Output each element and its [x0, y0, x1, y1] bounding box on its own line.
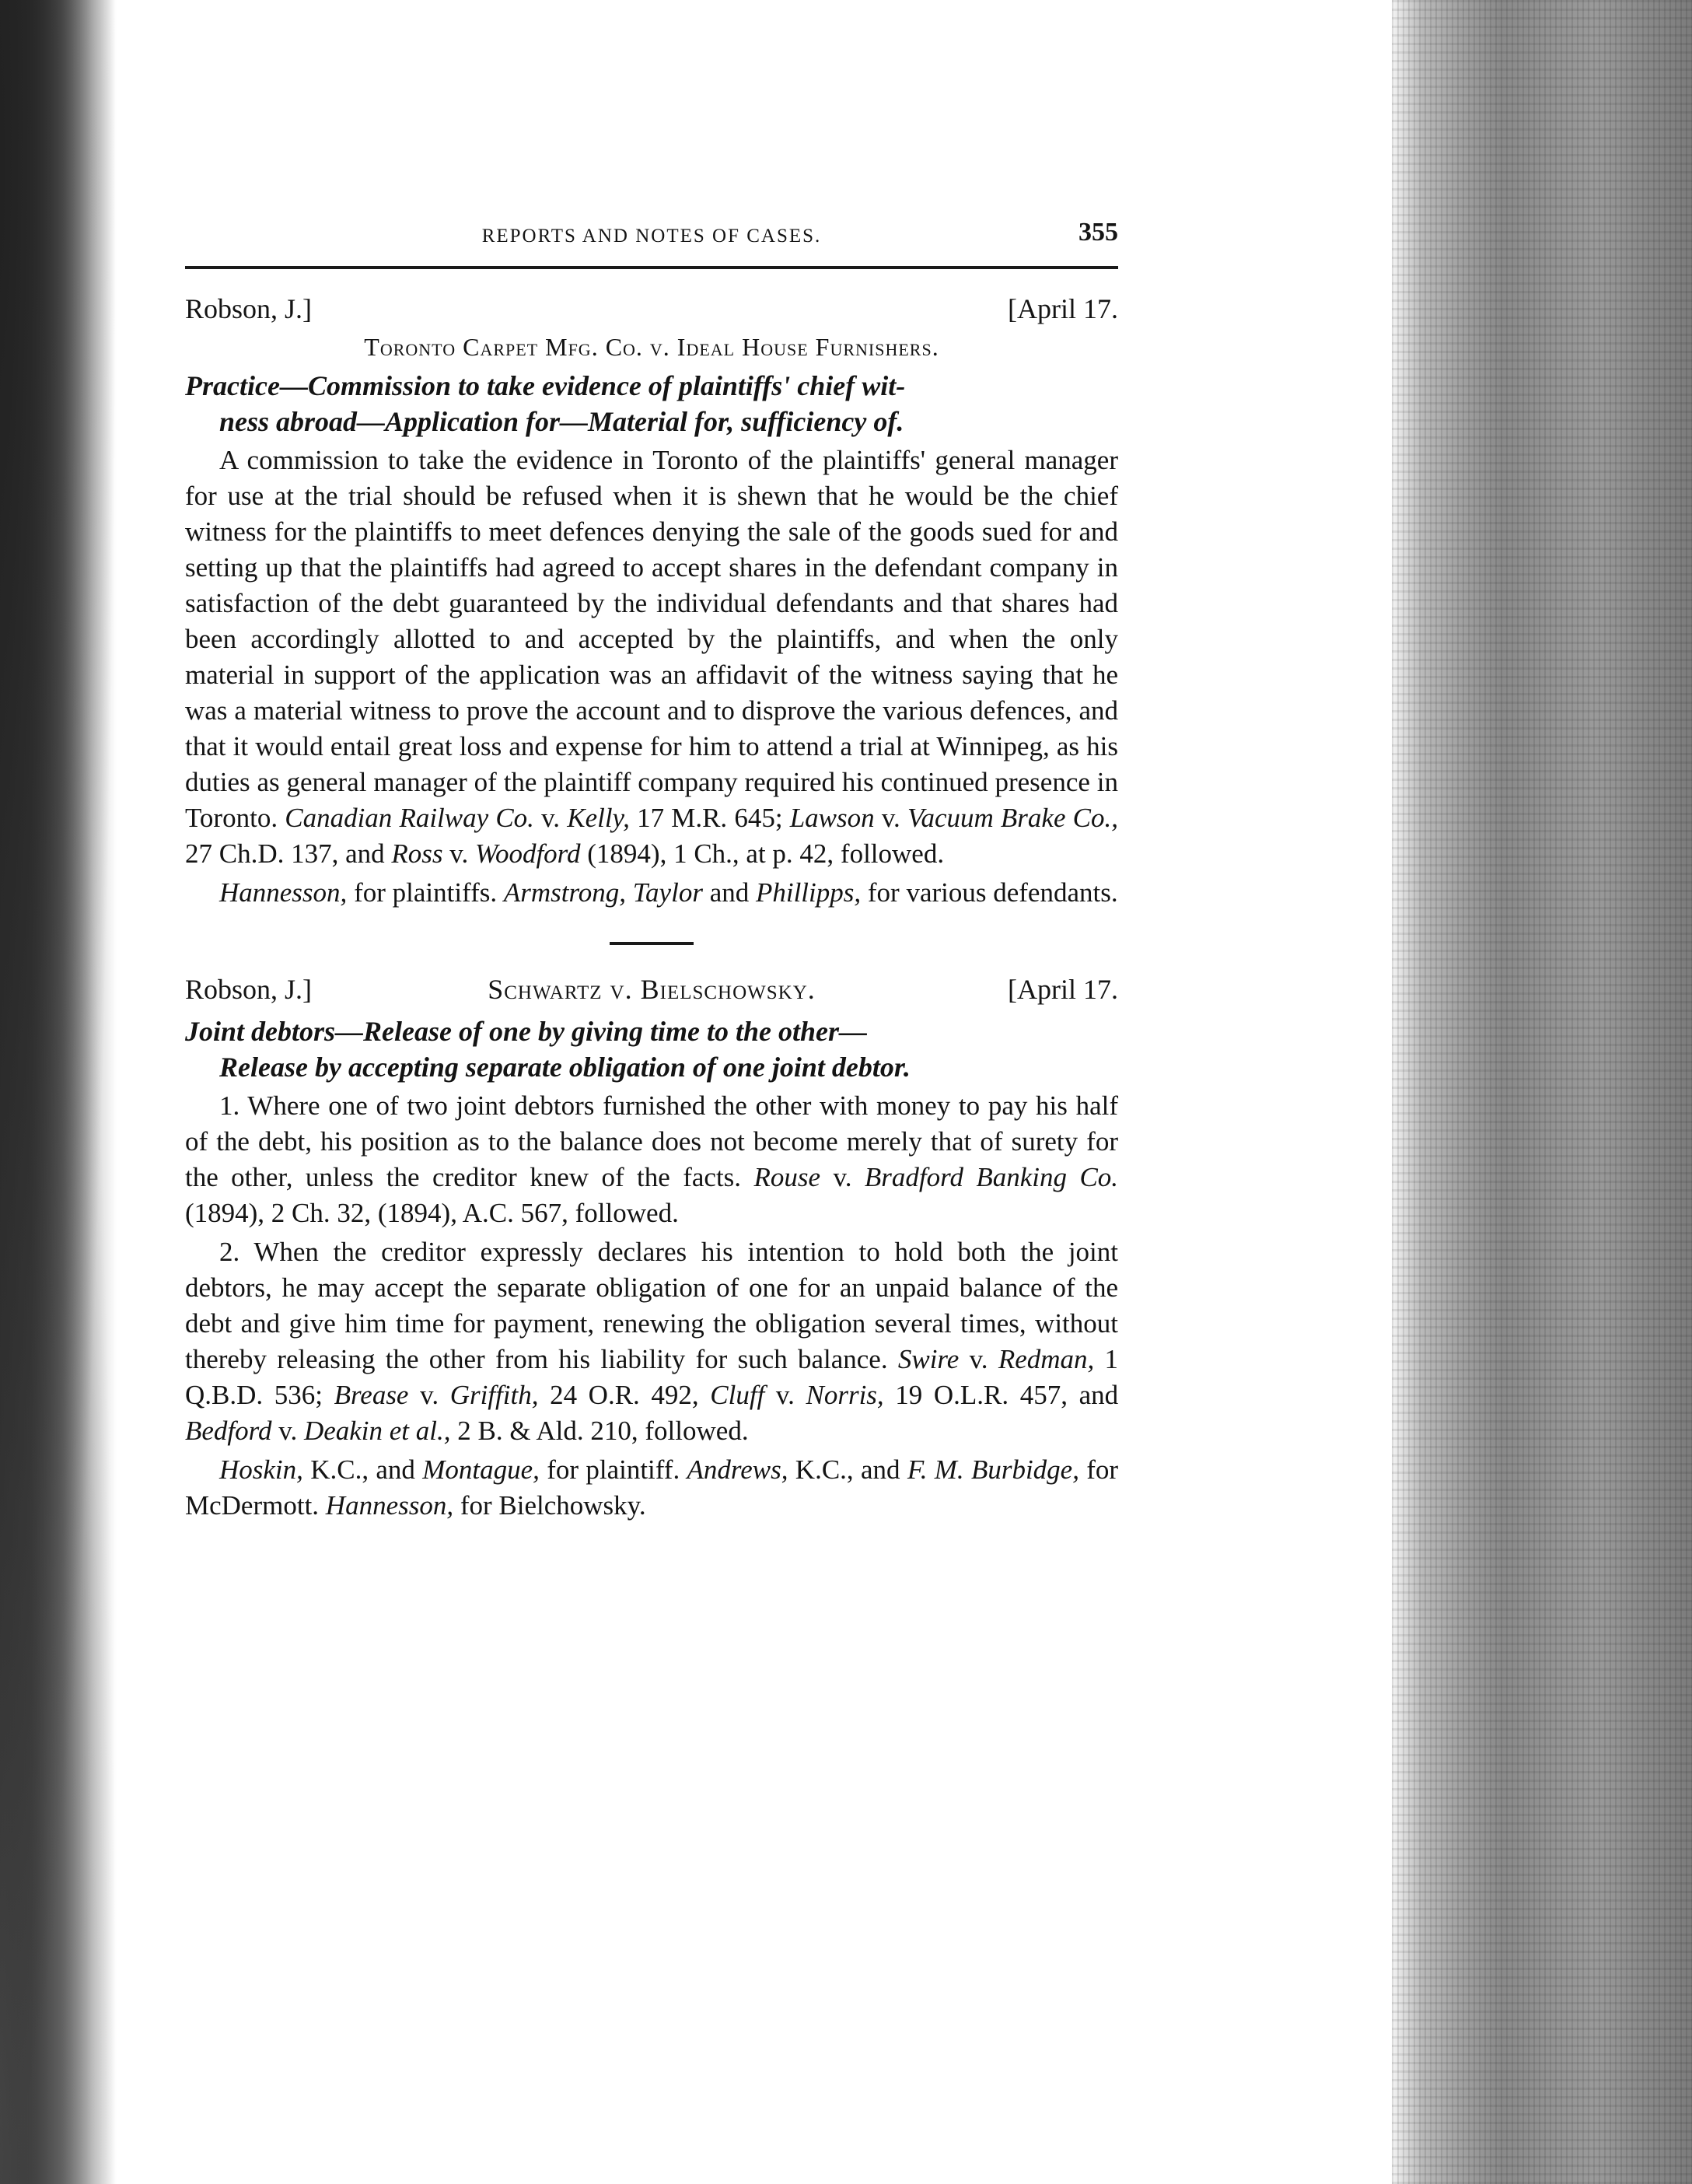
case2-para1-cite-ref: (1894), 2 Ch. 32, (1894), A.C. 567, followed. [185, 1198, 679, 1228]
case2-para2-cite1-ref: 1 Q.B.D. 536; [185, 1344, 1119, 1410]
case1-counsel-3-role: for various defendants. [867, 877, 1118, 908]
case2-head [185, 973, 1118, 1013]
running-title: REPORTS AND NOTES OF CASES. [481, 226, 822, 247]
case2-para2-cite2-v: v. [420, 1380, 439, 1410]
case2-para2-cite4-ref: 2 B. & Ald. 210, followed. [457, 1416, 749, 1446]
case1-headnote [185, 368, 1118, 439]
case1-cite1-b: Kelly, [567, 803, 630, 833]
case1-cite3-a: Ross [391, 838, 443, 869]
case2-title: Schwartz v. Bielschowsky. [488, 974, 816, 1005]
case1-judge: Robson, J.] [185, 293, 313, 324]
case1-cite2-b: Vacuum Brake Co., [907, 803, 1118, 833]
case2-para2-cite3-a: Cluff [710, 1380, 765, 1410]
case2-headnote-line2: Release by accepting separate obligation of one joint debtor. [219, 1052, 911, 1083]
case1-cite1-a: Canadian Railway Co. [285, 803, 534, 833]
case2-para2-cite3-v: v. [775, 1380, 795, 1410]
case1-cite2-v: v. [881, 803, 900, 833]
case2-para2-cite3-ref: 19 O.L.R. 457, and [895, 1380, 1119, 1410]
case2-para2-cite2-a: Brease [334, 1380, 409, 1410]
case2-para2-cite2-b: Griffith, [449, 1380, 539, 1410]
case1-date: [April 17. [1008, 293, 1118, 324]
case1-counsel-and: and [709, 877, 750, 908]
case2-counsel-5-role: for Bielchowsky. [460, 1490, 646, 1521]
case2-para2-cite4-v: v. [278, 1416, 298, 1446]
scan-shadow-right [1392, 0, 1692, 2184]
case1-headnote-line1: Practice—Commission to take evidence of plaintiffs' chief wit- [185, 370, 906, 401]
case1-cite3-ref: (1894), 1 Ch., at p. 42, followed. [587, 838, 945, 869]
case1-cite3-v: v. [449, 838, 469, 869]
case2-counsel [185, 1452, 1118, 1524]
case1-cite2-a: Lawson [789, 803, 875, 833]
case2-para1-cite-b: Bradford Banking Co. [864, 1162, 1119, 1192]
case1-headnote-line2: ness abroad—Application for—Material for, sufficiency of. [219, 406, 904, 437]
case2-para2-cite1-a: Swire [897, 1344, 960, 1374]
case1-cite1-v: v. [541, 803, 561, 833]
case2-para2-text: 2. When the creditor expressly declares his intention to hold both the joint debtors, he may accept the separate obligation of one for an unpaid balance of the debt and give him time for payment, renewing the obligation several times, without thereby releasing the other from his liability for such balance. [185, 1237, 1118, 1374]
case2-counsel-3: Andrews, [687, 1454, 788, 1485]
page [185, 218, 1118, 1524]
case1-body [185, 443, 1118, 872]
running-head [185, 218, 1118, 257]
case2-counsel-2: Montague, [422, 1454, 540, 1485]
case1-head [185, 292, 1118, 333]
case2-counsel-3-mid: K.C., and [795, 1454, 900, 1485]
case2-para1-text: 1. Where one of two joint debtors furnished the other with money to pay his half of the debt, his position as to the balance does not become merely that of surety for the other, unless the creditor knew of the facts. [185, 1090, 1118, 1192]
case1-counsel [185, 875, 1118, 911]
case2-headnote-line1: Joint debtors—Release of one by giving time to the other— [185, 1016, 867, 1047]
case2-para1 [185, 1088, 1118, 1231]
case2-headnote [185, 1013, 1118, 1085]
case2-para2-cite1-v: v. [969, 1344, 988, 1374]
case-separator [610, 942, 694, 945]
case2-para2-cite1-b: Redman, [998, 1344, 1095, 1374]
case2-judge: Robson, J.] [185, 974, 313, 1005]
case2-para1-cite-a: Rouse [753, 1162, 821, 1192]
case2-para2-cite3-b: Norris, [806, 1380, 884, 1410]
case2-para2-cite4-a: Bedford [185, 1416, 272, 1446]
case2-para2-cite2-ref: 24 O.R. 492, [550, 1380, 699, 1410]
case2-para2-cite4-b: Deakin et al., [303, 1416, 451, 1446]
scan-shadow-left [0, 0, 117, 2184]
header-rule [185, 266, 1118, 269]
case1-counsel-2: Armstrong, Taylor [503, 877, 703, 908]
case2-date: [April 17. [1008, 974, 1118, 1005]
case1-cite1-ref: 17 M.R. 645; [637, 803, 783, 833]
case2-counsel-1-mid: K.C., and [310, 1454, 415, 1485]
case1-cite2-ref: 27 Ch.D. 137, and [185, 838, 385, 869]
case2-counsel-4: F. M. Burbidge, [907, 1454, 1079, 1485]
case2-para1-cite-v: v. [833, 1162, 852, 1192]
case1-title: Toronto Carpet Mfg. Co. v. Ideal House Furnishers. [364, 333, 939, 361]
case2-counsel-2-role: for plaintiff. [547, 1454, 680, 1485]
case1-cite3-b: Woodford [475, 838, 581, 869]
case1-counsel-1-role: for plaintiffs. [354, 877, 498, 908]
case2-counsel-4-role: for McDermott. [185, 1454, 1119, 1521]
case1-counsel-3: Phillipps, [755, 877, 862, 908]
case1-body-text: A commission to take the evidence in Toronto of the plaintiffs' general manager for use at the trial should be refused when it is shewn that he would be the chief witness for the plaintiffs to meet defences denying the sale of the goods sued for and setting up that the plaintiffs had agreed to accept shares in the defendant company in satisfaction of the debt guaranteed by the individual defendants and that shares had been accordingly allotted to and accepted by the plaintiffs, and when the only material in support of the application was an affidavit of the witness saying that he was a material witness to prove the account and to disprove the various defences, and that it would entail great loss and expense for him to attend a trial at Winnipeg, as his duties as general manager of the plaintiff company required his continued presence in Toronto. [185, 445, 1118, 833]
page-number: 355 [1078, 218, 1118, 247]
case2-counsel-1: Hoskin, [219, 1454, 303, 1485]
case2-counsel-5: Hannesson, [325, 1490, 454, 1521]
case1-counsel-1: Hannesson, [219, 877, 348, 908]
case2-para2 [185, 1234, 1118, 1449]
